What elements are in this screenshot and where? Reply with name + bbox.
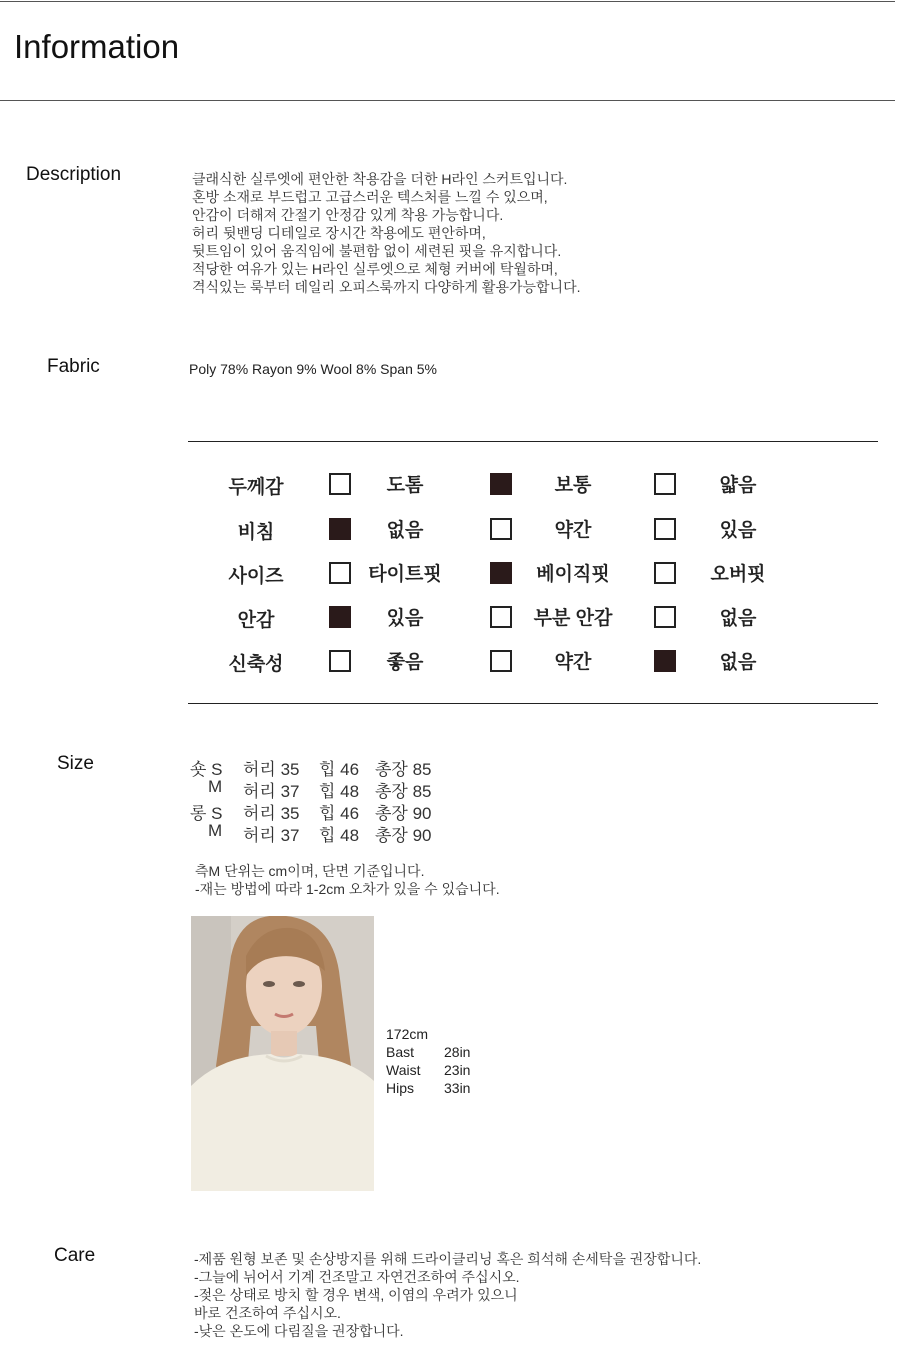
size-note: 측M 단위는 cm이며, 단면 기준입니다. xyxy=(195,863,425,879)
attribute-option: 보통 xyxy=(554,475,592,496)
description-line: 뒷트임이 있어 움직임에 불편함 없이 세련된 핏을 유지합니다. xyxy=(192,243,562,259)
size-length: 총장 90 xyxy=(375,826,432,845)
model-stat-value: 23in xyxy=(444,1062,471,1078)
size-hip: 힙 46 xyxy=(319,760,360,779)
attribute-option: 오버핏 xyxy=(710,564,766,585)
attribute-option: 도톰 xyxy=(386,475,424,496)
size-hip: 힙 46 xyxy=(319,804,360,823)
model-stat-label: Waist xyxy=(386,1062,421,1078)
grid-bottom-divider xyxy=(188,703,878,704)
model-photo xyxy=(191,916,374,1191)
size-length: 총장 85 xyxy=(375,760,432,779)
model-stat-label: Bast xyxy=(386,1044,415,1060)
attribute-label: 안감 xyxy=(237,610,275,631)
care-line: -젖은 상태로 방치 할 경우 변색, 이염의 우려가 있으니 xyxy=(194,1287,518,1303)
description-label: Description xyxy=(26,164,122,185)
size-waist: 허리 35 xyxy=(243,760,300,779)
attribute-option: 베이직핏 xyxy=(536,564,610,585)
size-name: 롱 S xyxy=(190,804,223,823)
size-name: M xyxy=(208,821,223,840)
care-line: -제품 원형 보존 및 손상방지를 위해 드라이클리닝 혹은 희석해 손세탁을 권장합니다. xyxy=(194,1251,702,1267)
model-illustration xyxy=(191,916,374,1191)
description-line: 적당한 여유가 있는 H라인 실루엣으로 체형 커버에 탁월하며, xyxy=(192,261,558,277)
description-line: 안감이 더해져 간절기 안정감 있게 착용 가능합니다. xyxy=(192,207,504,223)
attribute-label: 비침 xyxy=(237,522,275,543)
attribute-option: 약간 xyxy=(554,652,592,673)
attribute-option: 부분 안감 xyxy=(533,608,613,629)
size-waist: 허리 37 xyxy=(243,826,300,845)
attribute-label: 사이즈 xyxy=(228,566,284,587)
attribute-option: 없음 xyxy=(719,608,757,629)
size-hip: 힙 48 xyxy=(319,826,360,845)
description-text xyxy=(192,170,580,296)
size-length: 총장 90 xyxy=(375,804,432,823)
attribute-option: 좋음 xyxy=(386,652,424,673)
care-label: Care xyxy=(54,1245,96,1266)
size-name: M xyxy=(208,777,223,796)
attribute-label: 신축성 xyxy=(228,654,284,675)
attribute-option: 얇음 xyxy=(719,475,757,496)
care-line: -낮은 온도에 다림질을 권장합니다. xyxy=(194,1323,404,1339)
size-name: 숏 S xyxy=(190,760,223,779)
attribute-option: 약간 xyxy=(554,520,592,541)
fabric-composition: Poly 78% Rayon 9% Wool 8% Span 5% xyxy=(189,361,437,377)
header-divider xyxy=(0,100,895,101)
size-length: 총장 85 xyxy=(375,782,432,801)
model-height: 172cm xyxy=(386,1026,429,1042)
description-line: 격식있는 룩부터 데일리 오피스룩까지 다양하게 활용가능합니다. xyxy=(192,279,581,295)
size-label: Size xyxy=(57,753,94,774)
size-note: -재는 방법에 따라 1-2cm 오차가 있을 수 있습니다. xyxy=(195,881,500,897)
attribute-option: 타이트핏 xyxy=(368,564,442,585)
attribute-option: 있음 xyxy=(386,608,424,629)
description-line: 허리 뒷밴딩 디테일로 장시간 착용에도 편안하며, xyxy=(192,225,486,241)
top-divider xyxy=(0,1,895,2)
attribute-option: 있음 xyxy=(719,520,757,541)
fabric-label: Fabric xyxy=(47,356,100,377)
attribute-option: 없음 xyxy=(386,520,424,541)
description-line: 클래식한 실루엣에 편안한 착용감을 더한 H라인 스커트입니다. xyxy=(192,171,568,187)
model-stats xyxy=(386,1025,471,1097)
model-stat-value: 28in xyxy=(444,1044,471,1060)
attribute-label: 두께감 xyxy=(228,477,284,498)
grid-top-divider xyxy=(188,441,878,442)
attribute-option: 없음 xyxy=(719,652,757,673)
size-waist: 허리 35 xyxy=(243,804,300,823)
page-title: Information xyxy=(14,28,180,65)
care-line: 바로 건조하여 주십시오. xyxy=(194,1305,341,1321)
size-hip: 힙 48 xyxy=(319,782,360,801)
model-stat-value: 33in xyxy=(444,1080,471,1096)
description-line: 혼방 소재로 부드럽고 고급스러운 텍스처를 느낄 수 있으며, xyxy=(192,189,548,205)
care-line: -그늘에 뉘어서 기계 건조말고 자연건조하여 주십시오. xyxy=(194,1269,520,1285)
size-waist: 허리 37 xyxy=(243,782,300,801)
care-text xyxy=(194,1250,701,1340)
model-stat-label: Hips xyxy=(386,1080,415,1096)
